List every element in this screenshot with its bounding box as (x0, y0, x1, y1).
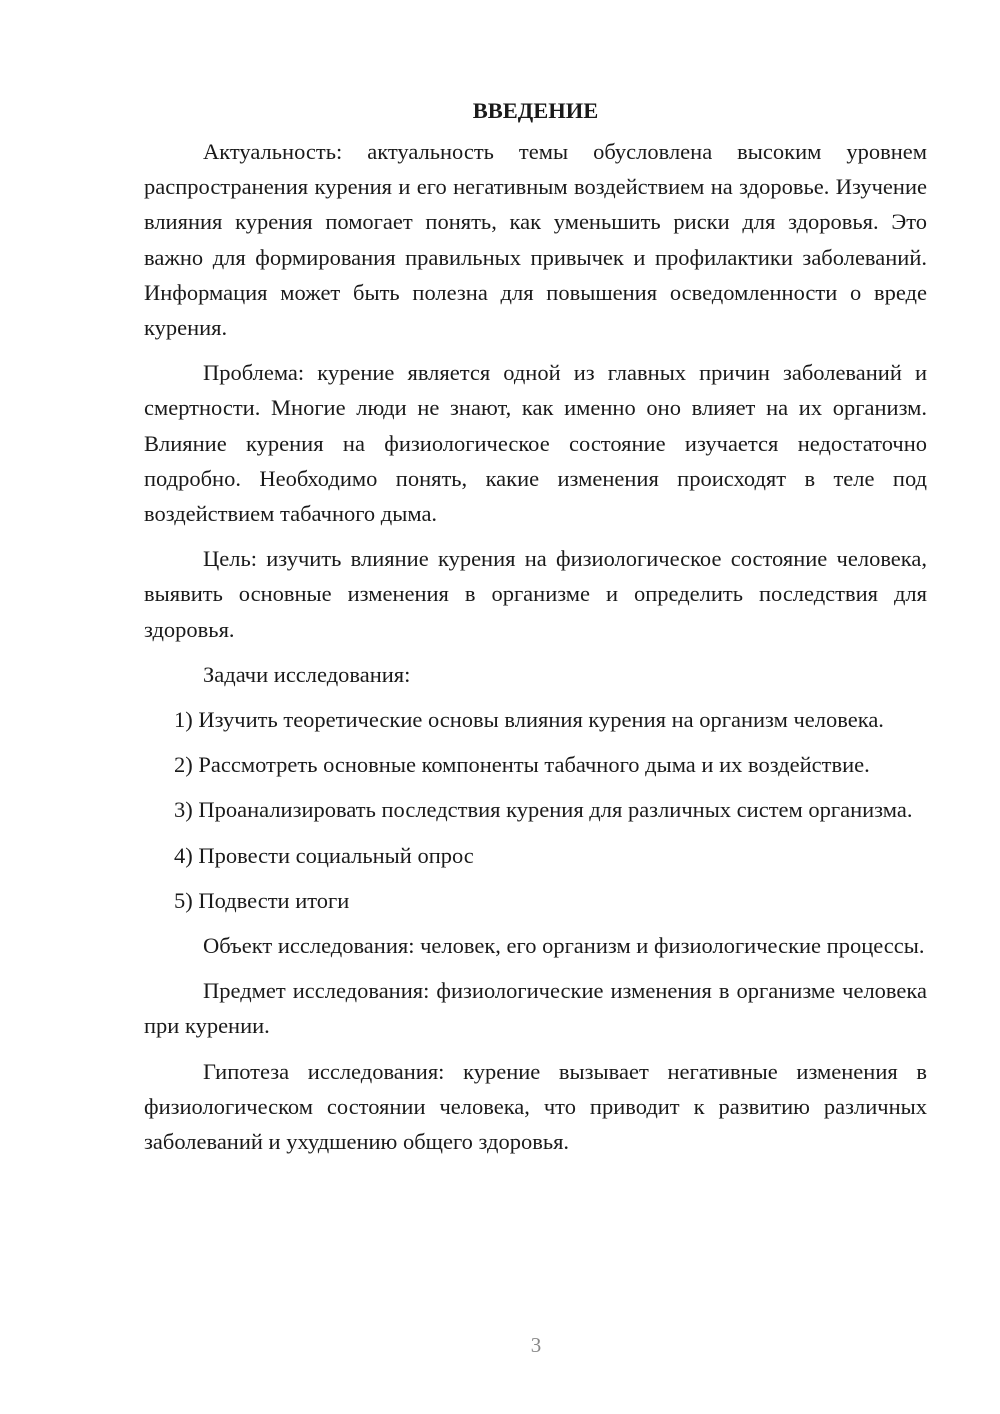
problem-paragraph: Проблема: курение является одной из главных причин заболеваний и смертности. Многие люди не знают, как именно оно влияет на их организм. Влияние курения на физиологическое состояние изучается недостаточно подробно. Необходимо понять, какие изменения происходят в теле под воздействием табачного дыма. (144, 360, 927, 527)
page-content (144, 95, 927, 1169)
subject-paragraph: Предмет исследования: физиологические изменения в организме человека при курении. (144, 978, 927, 1039)
task-item-3: 3) Проанализировать последствия курения для различных систем организма. (174, 797, 913, 823)
page-title: ВВЕДЕНИЕ (472, 98, 599, 123)
page-number: 3 (530, 1333, 542, 1357)
task-item-4: 4) Провести социальный опрос (174, 842, 474, 868)
hypothesis-paragraph: Гипотеза исследования: курение вызывает негативные изменения в физиологическом состоянии человека, что приводит к развитию различных заболеваний и ухудшению общего здоровья. (144, 1058, 927, 1155)
task-item-2: 2) Рассмотреть основные компоненты табачного дыма и их воздействие. (174, 752, 870, 778)
goal-paragraph: Цель: изучить влияние курения на физиологическое состояние человека, выявить основные изменения в организме и определить последствия для здоровья. (144, 546, 927, 642)
task-item-5: 5) Подвести итоги (174, 887, 350, 913)
relevance-paragraph: Актуальность: актуальность темы обусловлена высоким уровнем распространения курения и его негативным воздействием на здоровье. Изучение влияния курения помогает понять, как уменьшить риски для здоровья. Это важно для формирования правильных привычек и профилактики заболеваний. Информация может быть полезна для повышения осведомленности о вреде курения. (144, 139, 927, 341)
object-paragraph: Объект исследования: человек, его организм и физиологические процессы. (203, 933, 925, 959)
task-item-1: 1) Изучить теоретические основы влияния курения на организм человека. (174, 707, 884, 733)
tasks-heading: Задачи исследования: (203, 661, 411, 687)
